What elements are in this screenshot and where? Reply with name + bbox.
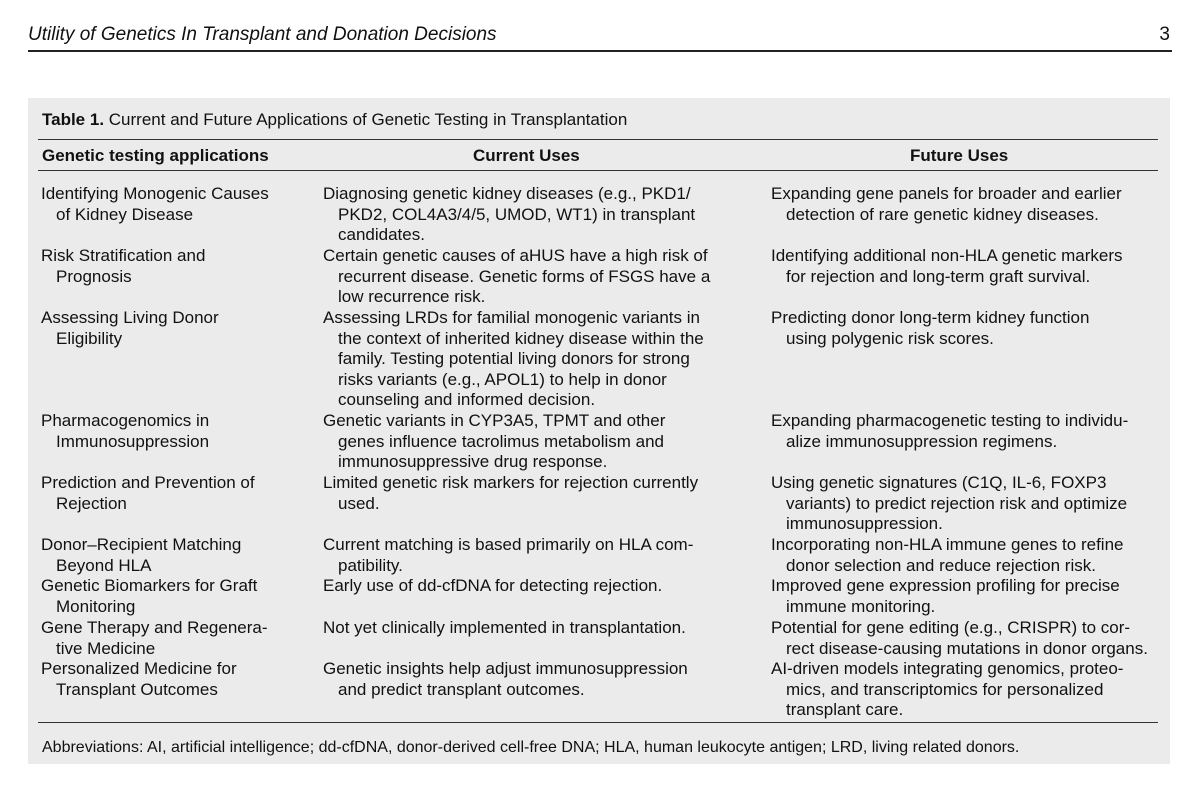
future-uses-cell: Improved gene expression profiling for precise immune monitoring. — [771, 576, 1120, 616]
current-uses-cell: Current matching is based primarily on HLA com- patibility. — [323, 535, 694, 575]
current-uses-cell: Not yet clinically implemented in transplantation. — [323, 618, 686, 637]
table-title: Current and Future Applications of Genetic Testing in Transplantation — [108, 110, 628, 129]
table-1 — [28, 98, 1170, 764]
application-cell: Donor–Recipient Matching Beyond HLA — [41, 535, 242, 575]
future-uses-cell: Expanding gene panels for broader and earlier detection of rare genetic kidney diseases. — [771, 184, 1122, 224]
future-uses-cell: Identifying additional non-HLA genetic markers for rejection and long-term graft survival. — [771, 246, 1123, 286]
current-uses-cell: Assessing LRDs for familial monogenic variants in the context of inherited kidney disease within the family. Testing potential living donors for strong risks variants (e.g., APOL1) to help in donor counseling and informed decision. — [323, 308, 704, 410]
running-title: Utility of Genetics In Transplant and Donation Decisions — [28, 24, 497, 45]
table-caption — [42, 110, 627, 130]
running-head — [28, 22, 1172, 52]
application-cell: Assessing Living Donor Eligibility — [41, 308, 219, 348]
current-uses-cell: Genetic insights help adjust immunosuppression and predict transplant outcomes. — [323, 659, 688, 699]
application-cell: Identifying Monogenic Causes of Kidney Disease — [41, 184, 269, 224]
application-cell: Risk Stratification and Prognosis — [41, 246, 206, 286]
future-uses-cell: Predicting donor long-term kidney function using polygenic risk scores. — [771, 308, 1090, 348]
table-header-rule — [38, 170, 1158, 171]
application-cell: Genetic Biomarkers for Graft Monitoring — [41, 576, 258, 616]
future-uses-cell: AI-driven models integrating genomics, proteo- mics, and transcriptomics for personalized transplant care. — [771, 659, 1124, 720]
table-footnote: Abbreviations: AI, artificial intelligence; dd-cfDNA, donor-derived cell-free DNA; HLA, human leukocyte antigen; LRD, living related donors. — [42, 739, 1020, 756]
future-uses-cell: Using genetic signatures (C1Q, IL-6, FOXP3 variants) to predict rejection risk and optimize immunosuppression. — [771, 473, 1128, 534]
column-header-applications: Genetic testing applications — [42, 146, 269, 165]
column-header-current-uses: Current Uses — [473, 146, 580, 165]
application-cell: Personalized Medicine for Transplant Outcomes — [41, 659, 237, 699]
current-uses-cell: Limited genetic risk markers for rejection currently used. — [323, 473, 699, 513]
current-uses-cell: Early use of dd-cfDNA for detecting rejection. — [323, 576, 663, 595]
column-header-future-uses: Future Uses — [910, 146, 1009, 165]
current-uses-cell: Certain genetic causes of aHUS have a high risk of recurrent disease. Genetic forms of FSGS have a low recurrence risk. — [323, 246, 711, 307]
page-number: 3 — [1159, 24, 1170, 45]
application-cell: Prediction and Prevention of Rejection — [41, 473, 255, 513]
table-top-rule — [38, 139, 1158, 140]
current-uses-cell: Genetic variants in CYP3A5, TPMT and other genes influence tacrolimus metabolism and immunosuppressive drug response. — [323, 411, 666, 472]
application-cell: Gene Therapy and Regenera- tive Medicine — [41, 618, 268, 658]
future-uses-cell: Incorporating non-HLA immune genes to refine donor selection and reduce rejection risk. — [771, 535, 1124, 575]
table-bottom-rule — [38, 722, 1158, 723]
table-label: Table 1. — [42, 110, 105, 129]
current-uses-cell: Diagnosing genetic kidney diseases (e.g., PKD1/ PKD2, COL4A3/4/5, UMOD, WT1) in transplant candidates. — [323, 184, 696, 245]
future-uses-cell: Expanding pharmacogenetic testing to individu- alize immunosuppression regimens. — [771, 411, 1129, 451]
application-cell: Pharmacogenomics in Immunosuppression — [41, 411, 210, 451]
future-uses-cell: Potential for gene editing (e.g., CRISPR) to cor- rect disease-causing mutations in donor organs. — [771, 618, 1148, 658]
